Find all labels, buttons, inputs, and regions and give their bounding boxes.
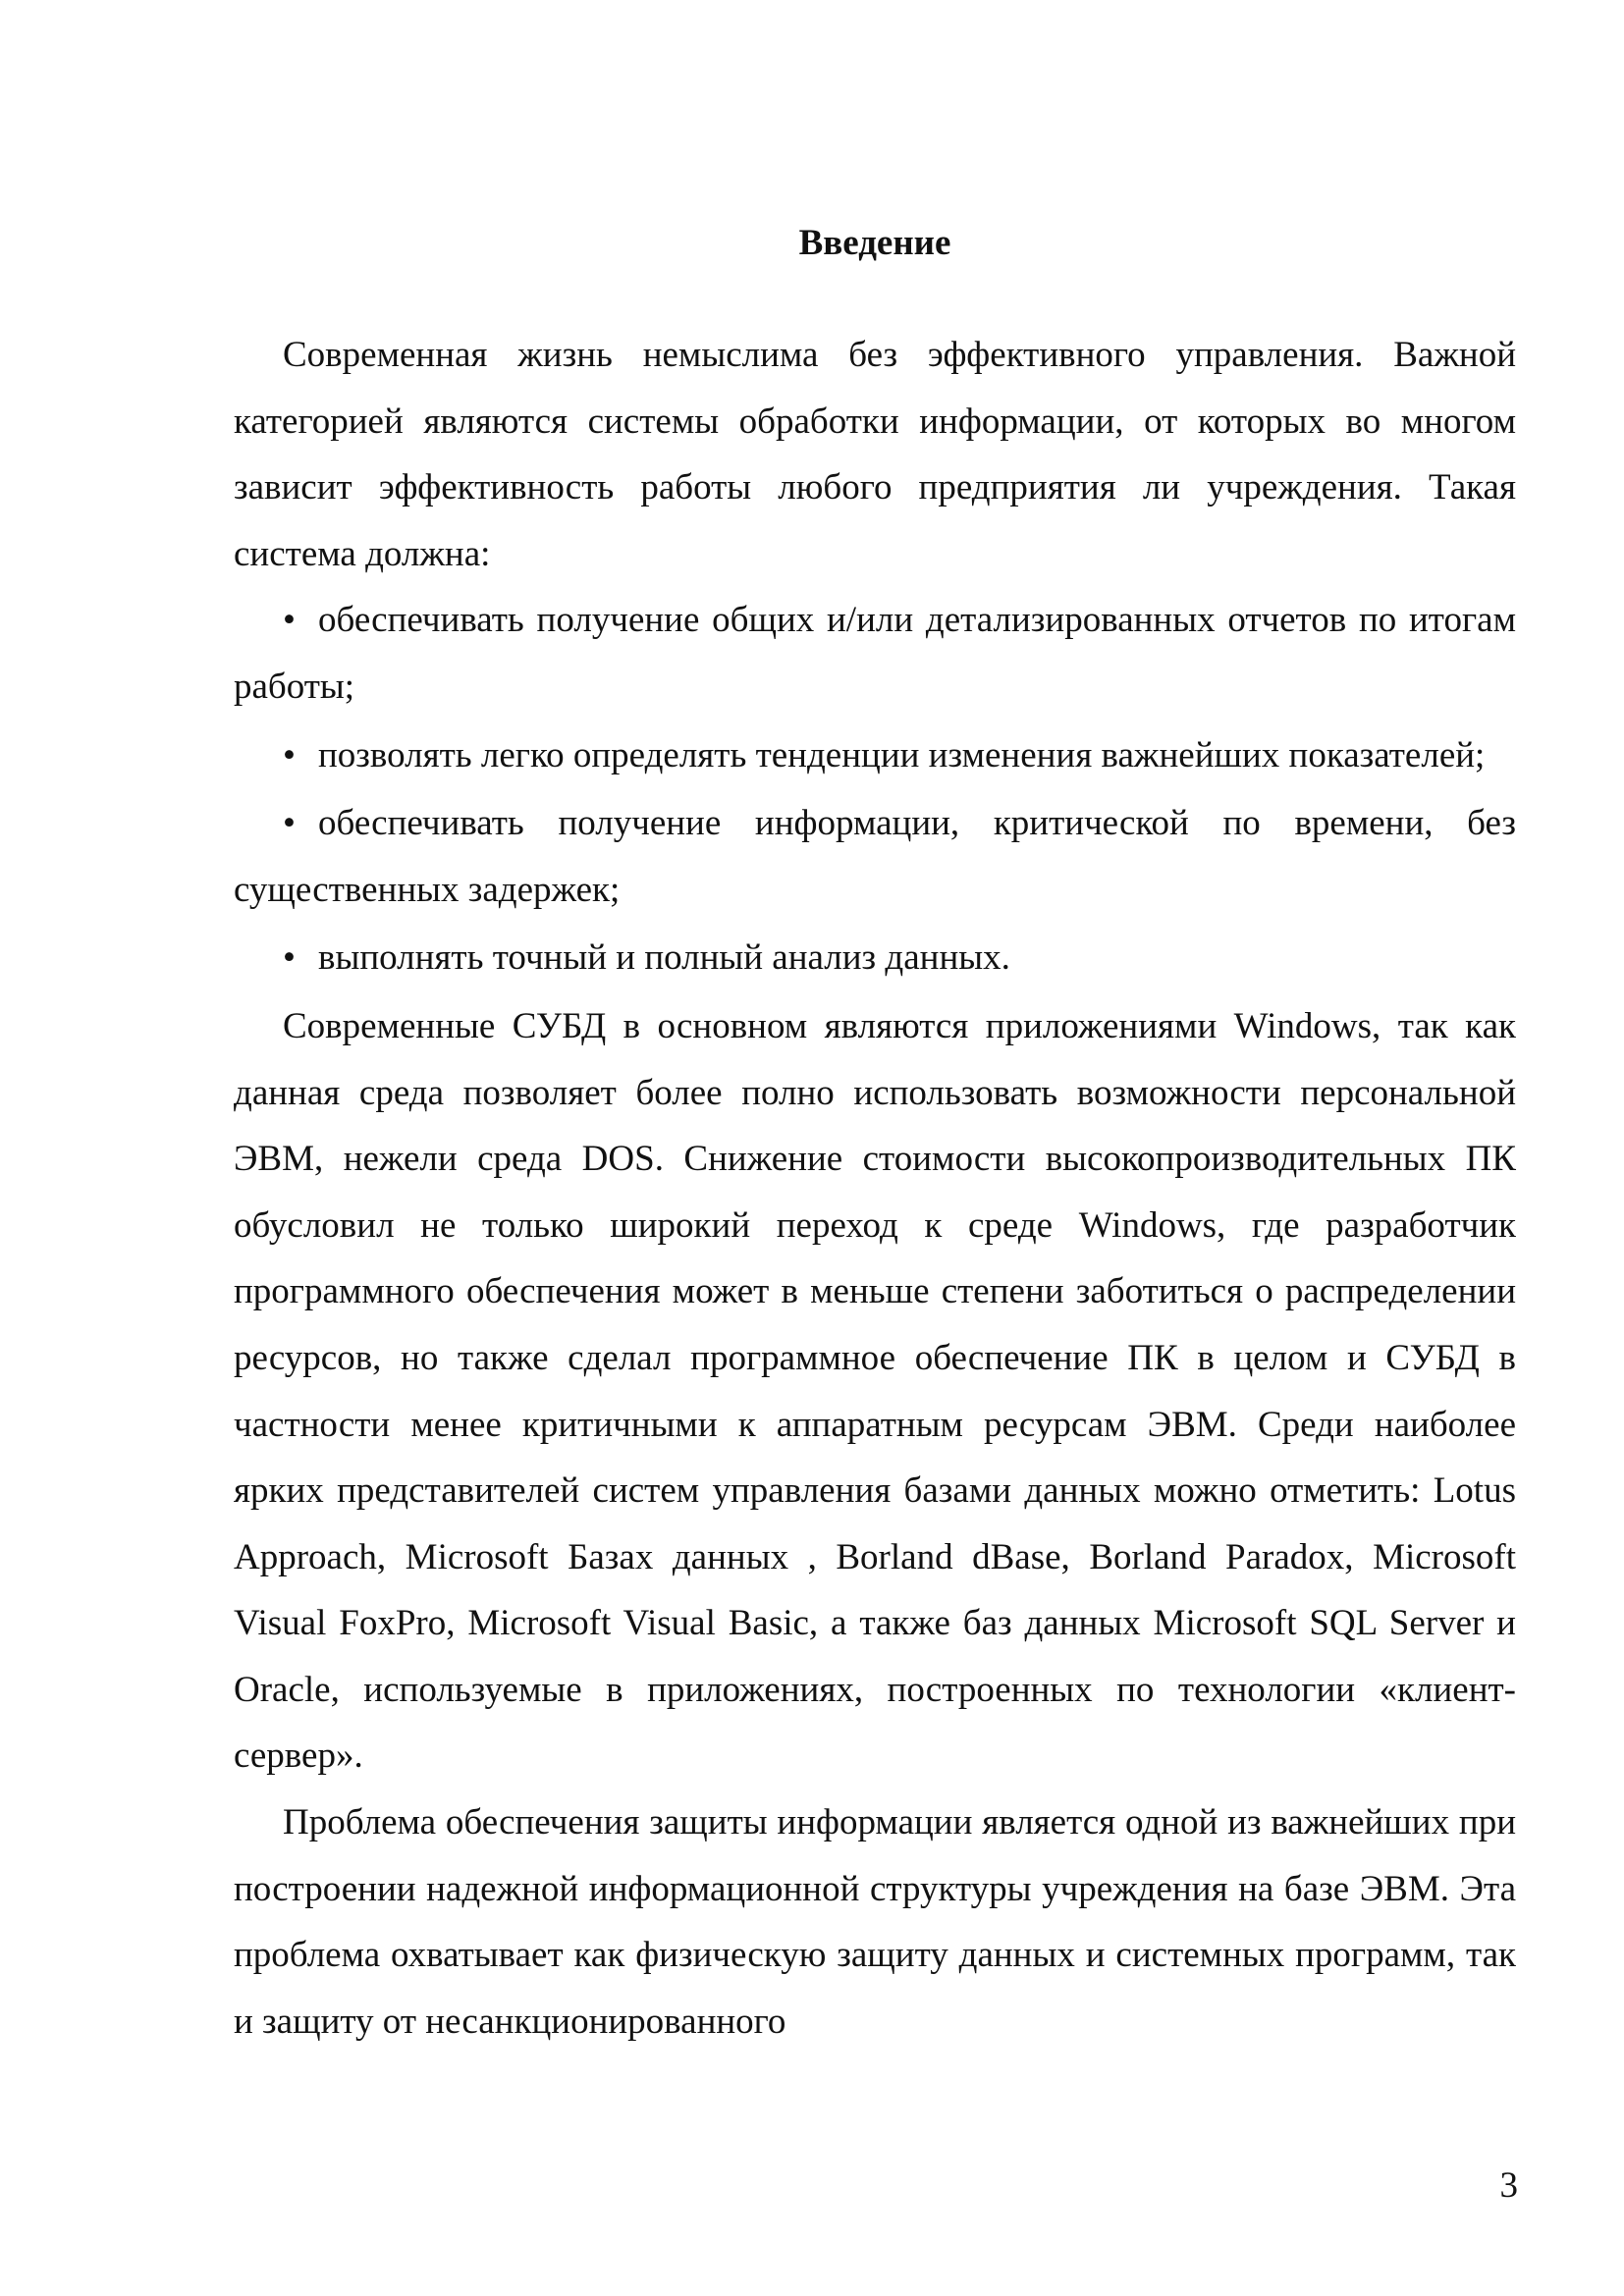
page-number: 3 <box>1499 2165 1518 2206</box>
bullet-icon: • <box>283 803 296 844</box>
bullet-text: обеспечивать получение информации, критической по времени, без существенных задержек; <box>234 803 1516 910</box>
bullet-item <box>234 925 1516 991</box>
bullet-text: позволять легко определять тенденции изменения важнейших показателей; <box>318 734 1486 775</box>
bullet-icon: • <box>283 937 296 979</box>
bullet-text: обеспечивать получение общих и/или детализированных отчетов по итогам работы; <box>234 600 1516 707</box>
bullet-text: выполнять точный и полный анализ данных. <box>318 937 1010 979</box>
bullet-icon: • <box>283 600 296 641</box>
bullet-item <box>234 587 1516 720</box>
document-body <box>234 322 1516 2055</box>
bullet-item <box>234 722 1516 789</box>
page-title: Введение <box>798 223 951 263</box>
paragraph-security: Проблема обеспечения защиты информации является одной из важнейших при построении надежной информационной структуры учреждения на базе ЭВМ. Эта проблема охватывает как физическую защиту данных и системных программ, так и защиту от несанкционированного <box>234 1802 1516 2042</box>
paragraph-dbms: Современные СУБД в основном являются приложениями Windows, так как данная среда позволяет более полно использовать возможности персональной ЭВМ, нежели среда DOS. Снижение стоимости высокопроизводительных ПК обусловил не только широкий переход к среде Windows, где разработчик программного обеспечения может в меньше степени заботиться о распределении ресурсов, но также сделал программное обеспечение ПК в целом и СУБД в частности менее критичными к аппаратным ресурсам ЭВМ. Среди наиболее ярких представителей систем управления базами данных можно отметить: Lotus Approach, Microsoft Базах данных , Borland dBase, Borland Paradox, Microsoft Visual FoxPro, Microsoft Visual Basic, а также баз данных Microsoft SQL Server и Oracle, используемые в приложениях, построенных по технологии «клиент-сервер». <box>234 1005 1516 1777</box>
paragraph-intro: Современная жизнь немыслима без эффективного управления. Важной категорией являются системы обработки информации, от которых во многом зависит эффективность работы любого предприятия ли учреждения. Такая система должна: <box>234 335 1516 574</box>
bullet-item <box>234 790 1516 923</box>
bullet-icon: • <box>283 734 296 775</box>
